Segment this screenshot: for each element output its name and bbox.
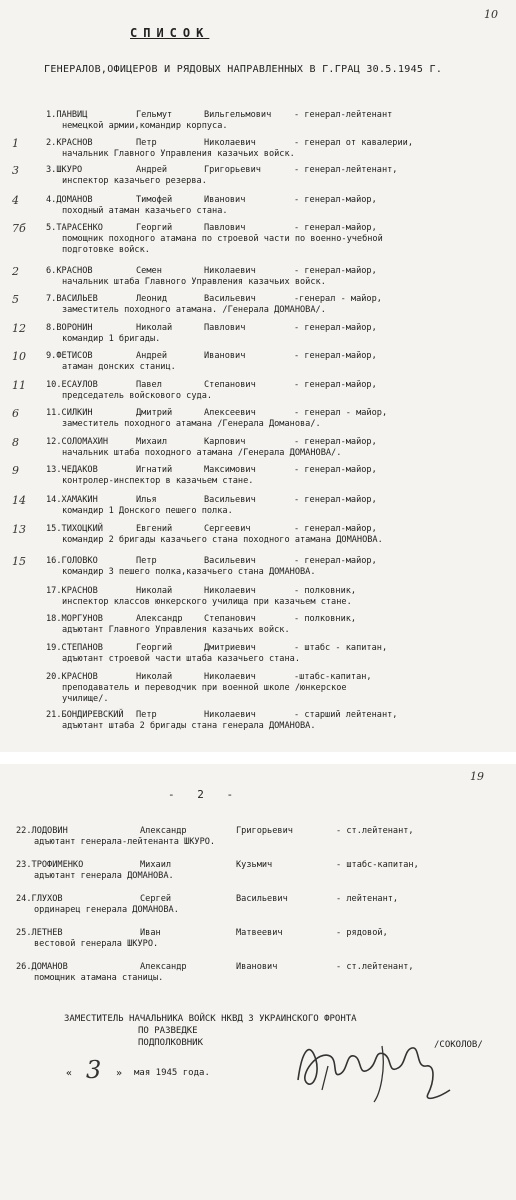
entry-margin-mark: 14: [12, 494, 26, 507]
entry-position: инспектор классов юнкерского училища при казачьем стане.: [62, 597, 352, 607]
entry-first-name: Гельмут: [136, 110, 173, 120]
entry-number-surname: 12.СОЛОМАХИН: [46, 437, 109, 447]
entry-rank: - генерал-майор,: [294, 524, 377, 534]
entry-first-name: Илья: [136, 495, 157, 505]
entry-position: ординарец генерала ДОМАНОВА.: [34, 905, 179, 915]
document-subtitle: ГЕНЕРАЛОВ,ОФИЦЕРОВ И РЯДОВЫХ НАПРАВЛЕННЫХ В Г.ГРАЦ 30.5.1945 Г.: [44, 64, 443, 75]
entry-patronymic: Васильевич: [204, 495, 256, 505]
entry-first-name: Семен: [136, 266, 162, 276]
entry-patronymic: Сергеевич: [204, 524, 251, 534]
entry-patronymic: Григорьевич: [204, 165, 261, 175]
entry-rank: - полковник,: [294, 586, 357, 596]
entry-patronymic: Николаевич: [204, 586, 256, 596]
signature-department-line: ПО РАЗВЕДКЕ: [138, 1026, 198, 1036]
page-number-handwritten: 10: [484, 8, 498, 21]
entry-patronymic: Григорьевич: [236, 826, 293, 836]
entry-patronymic: Васильевич: [204, 294, 256, 304]
entry-patronymic: Иванович: [204, 351, 246, 361]
entry-rank: - генерал-майор,: [294, 223, 377, 233]
entry-rank: - генерал-майор,: [294, 323, 377, 333]
entry-rank: - генерал-майор,: [294, 556, 377, 566]
page-separator: [0, 752, 516, 764]
entry-patronymic: Васильевич: [204, 556, 256, 566]
entry-patronymic: Павлович: [204, 323, 246, 333]
entry-rank: - генерал-майор,: [294, 495, 377, 505]
entry-patronymic: Кузьмич: [236, 860, 273, 870]
entry-position: контролер-инспектор в казачьем стане.: [62, 476, 254, 486]
entry-number-surname: 8.ВОРОНИН: [46, 323, 93, 333]
document-sheet-2: [0, 764, 516, 1200]
entry-patronymic: Николаевич: [204, 672, 256, 682]
entry-number-surname: 1.ПАНВИЦ: [46, 110, 88, 120]
signature-position-line: ЗАМЕСТИТЕЛЬ НАЧАЛЬНИКА ВОЙСК НКВД 3 УКРАИНСКОГО ФРОНТА: [64, 1014, 357, 1024]
entry-number-surname: 10.ЕСАУЛОВ: [46, 380, 98, 390]
entry-position: начальник Главного Управления казачьих войск.: [62, 149, 295, 159]
entry-first-name: Петр: [136, 138, 157, 148]
entry-margin-mark: 1: [12, 137, 19, 150]
entry-position: преподаватель и переводчик при военной школе /юнкерское: [62, 683, 347, 693]
entry-position: вестовой генерала ШКУРО.: [34, 939, 159, 949]
entry-number-surname: 5.ТАРАСЕНКО: [46, 223, 103, 233]
entry-patronymic: Николаевич: [204, 138, 256, 148]
entry-number-surname: 25.ЛЕТНЕВ: [16, 928, 63, 938]
entry-first-name: Георгий: [136, 643, 173, 653]
entry-position: командир 1 Донского пешего полка.: [62, 506, 233, 516]
entry-first-name: Иван: [140, 928, 161, 938]
entry-margin-mark: 15: [12, 555, 26, 568]
entry-number-surname: 22.ЛОДОВИН: [16, 826, 68, 836]
entry-margin-mark: 10: [12, 350, 26, 363]
page-marker: - 2 -: [168, 788, 242, 801]
signature-rank-line: ПОДПОЛКОВНИК: [138, 1038, 204, 1048]
entry-position: командир 2 бригады казачьего стана походного атамана ДОМАНОВА.: [62, 535, 383, 545]
entry-rank: -штабс-капитан,: [294, 672, 372, 682]
entry-rank: - лейтенант,: [336, 894, 399, 904]
entry-rank: - генерал от кавалерии,: [294, 138, 413, 148]
entry-number-surname: 7.ВАСИЛЬЕВ: [46, 294, 98, 304]
entry-rank: - генерал - майор,: [294, 408, 388, 418]
entry-first-name: Николай: [136, 672, 173, 682]
entry-first-name: Александр: [140, 826, 187, 836]
entry-number-surname: 6.КРАСНОВ: [46, 266, 93, 276]
entry-rank: - генерал-майор,: [294, 266, 377, 276]
signature-date-day: 3: [86, 1056, 102, 1084]
entry-first-name: Дмитрий: [136, 408, 173, 418]
entry-patronymic: Дмитриевич: [204, 643, 256, 653]
entry-number-surname: 24.ГЛУХОВ: [16, 894, 63, 904]
entry-rank: -генерал - майор,: [294, 294, 382, 304]
entry-number-surname: 15.ТИХОЦКИЙ: [46, 524, 103, 534]
entry-rank: - генерал-майор,: [294, 380, 377, 390]
entry-number-surname: 9.ФЕТИСОВ: [46, 351, 93, 361]
entry-margin-mark: 2: [12, 265, 19, 278]
signature-name: /СОКОЛОВ/: [434, 1040, 483, 1050]
entry-number-surname: 13.ЧЕДАКОВ: [46, 465, 98, 475]
entry-margin-mark: 11: [12, 379, 26, 392]
entry-patronymic: Матвеевич: [236, 928, 283, 938]
entry-number-surname: 17.КРАСНОВ: [46, 586, 98, 596]
entry-number-surname: 21.БОНДИРЕВСКИЙ: [46, 710, 124, 720]
entry-first-name: Сергей: [140, 894, 172, 904]
entry-first-name: Николай: [136, 323, 173, 333]
entry-position: адъютант генерала ДОМАНОВА.: [34, 871, 174, 881]
entry-rank: - генерал-майор,: [294, 437, 377, 447]
entry-margin-mark: 6: [12, 407, 19, 420]
entry-position: походный атаман казачьего стана.: [62, 206, 228, 216]
entry-first-name: Александр: [136, 614, 183, 624]
entry-number-surname: 11.СИЛКИН: [46, 408, 93, 418]
entry-first-name: Петр: [136, 710, 157, 720]
entry-first-name: Андрей: [136, 165, 168, 175]
entry-margin-mark: 13: [12, 523, 26, 536]
entry-margin-mark: 9: [12, 464, 19, 477]
entry-number-surname: 26.ДОМАНОВ: [16, 962, 68, 972]
signature-date: мая 1945 года.: [134, 1068, 210, 1078]
entry-number-surname: 19.СТЕПАНОВ: [46, 643, 103, 653]
entry-first-name: Евгений: [136, 524, 173, 534]
entry-margin-mark: 5: [12, 293, 19, 306]
entry-patronymic: Степанович: [204, 380, 256, 390]
entry-patronymic: Алексеевич: [204, 408, 256, 418]
entry-patronymic: Степанович: [204, 614, 256, 624]
page-number-handwritten: 19: [470, 770, 484, 783]
entry-first-name: Павел: [136, 380, 162, 390]
entry-position: адъютант Главного Управления казачьих войск.: [62, 625, 290, 635]
entry-position: заместитель походного атамана /Генерала Доманова/.: [62, 419, 321, 429]
entry-patronymic: Карпович: [204, 437, 246, 447]
entry-number-surname: 23.ТРОФИМЕНКО: [16, 860, 84, 870]
entry-rank: - генерал-майор,: [294, 195, 377, 205]
entry-first-name: Михаил: [136, 437, 168, 447]
entry-margin-mark: 12: [12, 322, 26, 335]
entry-position: помощник походного атамана по строевой части по военно-учебной: [62, 234, 383, 244]
entry-number-surname: 3.ШКУРО: [46, 165, 83, 175]
entry-position: атаман донских станиц.: [62, 362, 176, 372]
entry-first-name: Леонид: [136, 294, 168, 304]
entry-rank: - генерал-майор,: [294, 351, 377, 361]
entry-position-continued: подготовке войск.: [62, 245, 150, 255]
entry-patronymic: Иванович: [204, 195, 246, 205]
entry-position: адъютант генерала-лейтенанта ШКУРО.: [34, 837, 216, 847]
entry-rank: - ст.лейтенант,: [336, 826, 414, 836]
signature-date-open-quote: «: [66, 1068, 73, 1079]
entry-first-name: Петр: [136, 556, 157, 566]
entry-position: помощник атамана станицы.: [34, 973, 164, 983]
entry-position: председатель войскового суда.: [62, 391, 213, 401]
entry-first-name: Андрей: [136, 351, 168, 361]
entry-position: заместитель походного атамана. /Генерала ДОМАНОВА/.: [62, 305, 326, 315]
entry-number-surname: 14.ХАМАКИН: [46, 495, 98, 505]
entry-first-name: Михаил: [140, 860, 172, 870]
entry-patronymic: Павлович: [204, 223, 246, 233]
entry-rank: - рядовой,: [336, 928, 388, 938]
entry-number-surname: 2.КРАСНОВ: [46, 138, 93, 148]
entry-number-surname: 16.ГОЛОВКО: [46, 556, 98, 566]
entry-position: адъютант штаба 2 бригады стана генерала ДОМАНОВА.: [62, 721, 316, 731]
entry-position: командир 3 пешего полка,казачьего стана ДОМАНОВА.: [62, 567, 316, 577]
entry-first-name: Тимофей: [136, 195, 173, 205]
entry-rank: - штабс - капитан,: [294, 643, 388, 653]
entry-margin-mark: 8: [12, 436, 19, 449]
entry-rank: - полковник,: [294, 614, 357, 624]
entry-position: адъютант строевой части штаба казачьего стана.: [62, 654, 300, 664]
entry-number-surname: 4.ДОМАНОВ: [46, 195, 93, 205]
entry-patronymic: Вильгельмович: [204, 110, 272, 120]
entry-margin-mark: 3: [12, 164, 19, 177]
entry-margin-mark: 4: [12, 194, 19, 207]
signature-date-close-quote: »: [116, 1068, 123, 1079]
entry-patronymic: Иванович: [236, 962, 278, 972]
entry-position-continued: училище/.: [62, 694, 109, 704]
entry-patronymic: Николаевич: [204, 710, 256, 720]
entry-first-name: Георгий: [136, 223, 173, 233]
entry-number-surname: 18.МОРГУНОВ: [46, 614, 103, 624]
entry-rank: - генерал-майор,: [294, 465, 377, 475]
entry-first-name: Александр: [140, 962, 187, 972]
entry-position: начальник штаба походного атамана /Генерала ДОМАНОВА/.: [62, 448, 342, 458]
entry-position: инспектор казачьего резерва.: [62, 176, 207, 186]
entry-rank: - ст.лейтенант,: [336, 962, 414, 972]
entry-margin-mark: 7б: [12, 222, 26, 235]
entry-first-name: Игнатий: [136, 465, 173, 475]
document-title: СПИСОК: [130, 26, 210, 40]
entry-position: немецкой армии,командир корпуса.: [62, 121, 228, 131]
entry-position: командир 1 бригады.: [62, 334, 161, 344]
entry-patronymic: Николаевич: [204, 266, 256, 276]
entry-patronymic: Максимович: [204, 465, 256, 475]
entry-patronymic: Васильевич: [236, 894, 288, 904]
entry-rank: - генерал-лейтенант,: [294, 165, 398, 175]
entry-position: начальник штаба Главного Управления казачьих войск.: [62, 277, 326, 287]
entry-number-surname: 20.КРАСНОВ: [46, 672, 98, 682]
entry-rank: - штабс-капитан,: [336, 860, 419, 870]
entry-rank: - генерал-лейтенант: [294, 110, 393, 120]
entry-rank: - старший лейтенант,: [294, 710, 398, 720]
entry-first-name: Николай: [136, 586, 173, 596]
handwritten-signature: [288, 1020, 468, 1110]
